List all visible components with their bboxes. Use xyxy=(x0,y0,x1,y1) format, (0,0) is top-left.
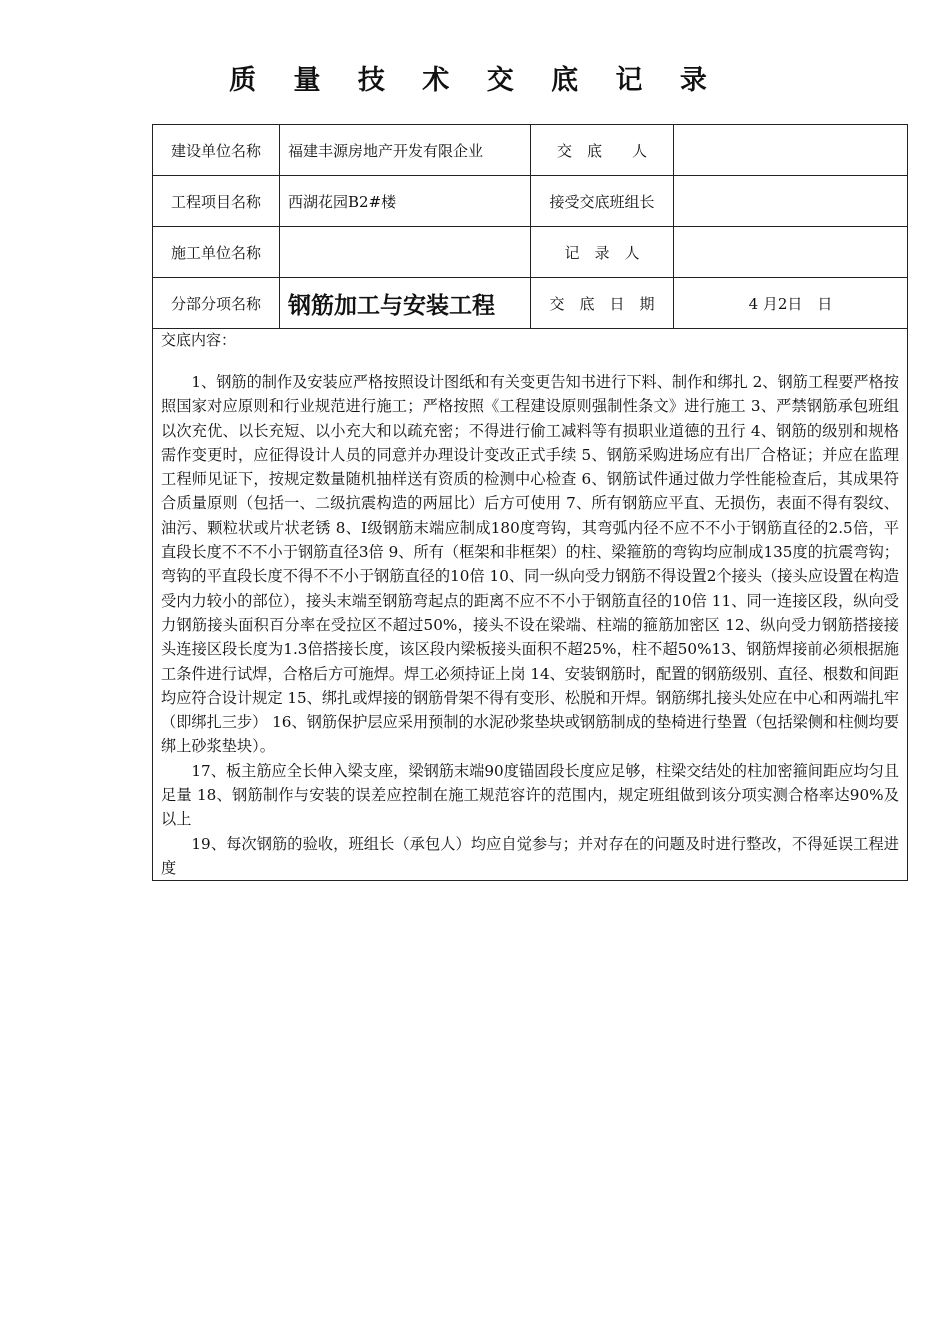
label-contractor: 施工单位名称 xyxy=(153,227,280,278)
label-disclosure-date: 交 底 日 期 xyxy=(531,278,674,329)
value-construction-unit: 福建丰源房地产开发有限企业 xyxy=(280,125,531,176)
content-paragraph-3: 19、每次钢筋的验收，班组长（承包人）均应自觉参与；并对存在的问题及时进行整改，不得延误工程进度 xyxy=(161,834,899,877)
value-project-name: 西湖花园B2#楼 xyxy=(280,176,531,227)
disclosure-content-cell xyxy=(153,329,908,881)
label-project-name: 工程项目名称 xyxy=(153,176,280,227)
label-recorder: 记 录 人 xyxy=(531,227,674,278)
content-paragraph-2: 17、板主筋应全长伸入梁支座，梁钢筋末端90度锚固段长度应足够，柱梁交结处的柱加密箍间距应均匀且足量 18、钢筋制作与安装的误差应控制在施工规范容许的范围内，规定班组做到该分项实测合格率达90%及以上 xyxy=(161,761,899,829)
page-title: 质 量 技 术 交 底 记 录 xyxy=(229,65,721,96)
row-project-name xyxy=(153,176,908,227)
disclosure-form-table xyxy=(152,124,908,881)
value-subproject: 钢筋加工与安装工程 xyxy=(280,278,531,329)
value-recorder[interactable] xyxy=(674,227,908,278)
row-contractor xyxy=(153,227,908,278)
label-team-leader: 接受交底班组长 xyxy=(531,176,674,227)
row-content xyxy=(153,329,908,881)
content-label: 交底内容： xyxy=(161,331,237,349)
value-team-leader[interactable] xyxy=(674,176,908,227)
value-discloser[interactable] xyxy=(674,125,908,176)
row-construction-unit xyxy=(153,125,908,176)
label-discloser: 交 底 人 xyxy=(531,125,674,176)
row-subproject xyxy=(153,278,908,329)
value-disclosure-date: 4 月2日 日 xyxy=(674,278,908,329)
value-contractor[interactable] xyxy=(280,227,531,278)
label-construction-unit: 建设单位名称 xyxy=(153,125,280,176)
content-paragraph-1: 1、钢筋的制作及安装应严格按照设计图纸和有关变更告知书进行下料、制作和绑扎 2、钢筋工程要严格按照国家对应原则和行业规范进行施工；严格按照《工程建设原则强制性条文》进行施工 3、严禁钢筋承包班组以次充优、以长充短、以小充大和以疏充密；不得进行偷工减料等有损职业道德的丑行 4、钢筋的级别和规格需作变更时，应征得设计人员的同意并办理设计变改正式手续 5、钢筋采购进场应有出厂合格证；并应在监理工程师见证下，按规定数量随机抽样送有资质的检测中心检查 6、钢筋试件通过做力学性能检查后，其成果符合质量原则（包括一、二级抗震构造的两屈比）后方可使用 7、所有钢筋应平直、无损伤，表面不得有裂纹、油污、颗粒状或片状老锈 8、Ⅰ级钢筋末端应制成180度弯钩，其弯弧内径不应不不小于钢筋直径的2.5倍，平直段长度不不不小于钢筋直径3倍 9、所有（框架和非框架）的柱、梁箍筋的弯钩均应制成135度的抗震弯钩；弯钩的平直段长度不得不不小于钢筋直径的10倍 10、同一纵向受力钢筋不得设置2个接头（接头应设置在构造受内力较小的部位），接头末端至钢筋弯起点的距离不应不不小于钢筋直径的10倍 11、同一连接区段，纵向受力钢筋接头面积百分率在受拉区不超过50%，接头不设在梁端、柱端的箍筋加密区 12、纵向受力钢筋搭接接头连接区段长度为1.3倍搭接长度，该区段内梁板接头面积不超25%，柱不超50%13、钢筋焊接前必须根据施工条件进行试焊，合格后方可施焊。焊工必须持证上岗 14、安装钢筋时，配置的钢筋级别、直径、根数和间距均应符合设计规定 15、绑扎或焊接的钢筋骨架不得有变形、松脱和开焊。钢筋绑扎接头处应在中心和两端扎牢（即绑扎三步） 16、钢筋保护层应采用预制的水泥砂浆垫块或钢筋制成的垫椅进行垫置（包括梁侧和柱侧均要绑上砂浆垫块）。 xyxy=(161,373,899,756)
label-subproject: 分部分项名称 xyxy=(153,278,280,329)
